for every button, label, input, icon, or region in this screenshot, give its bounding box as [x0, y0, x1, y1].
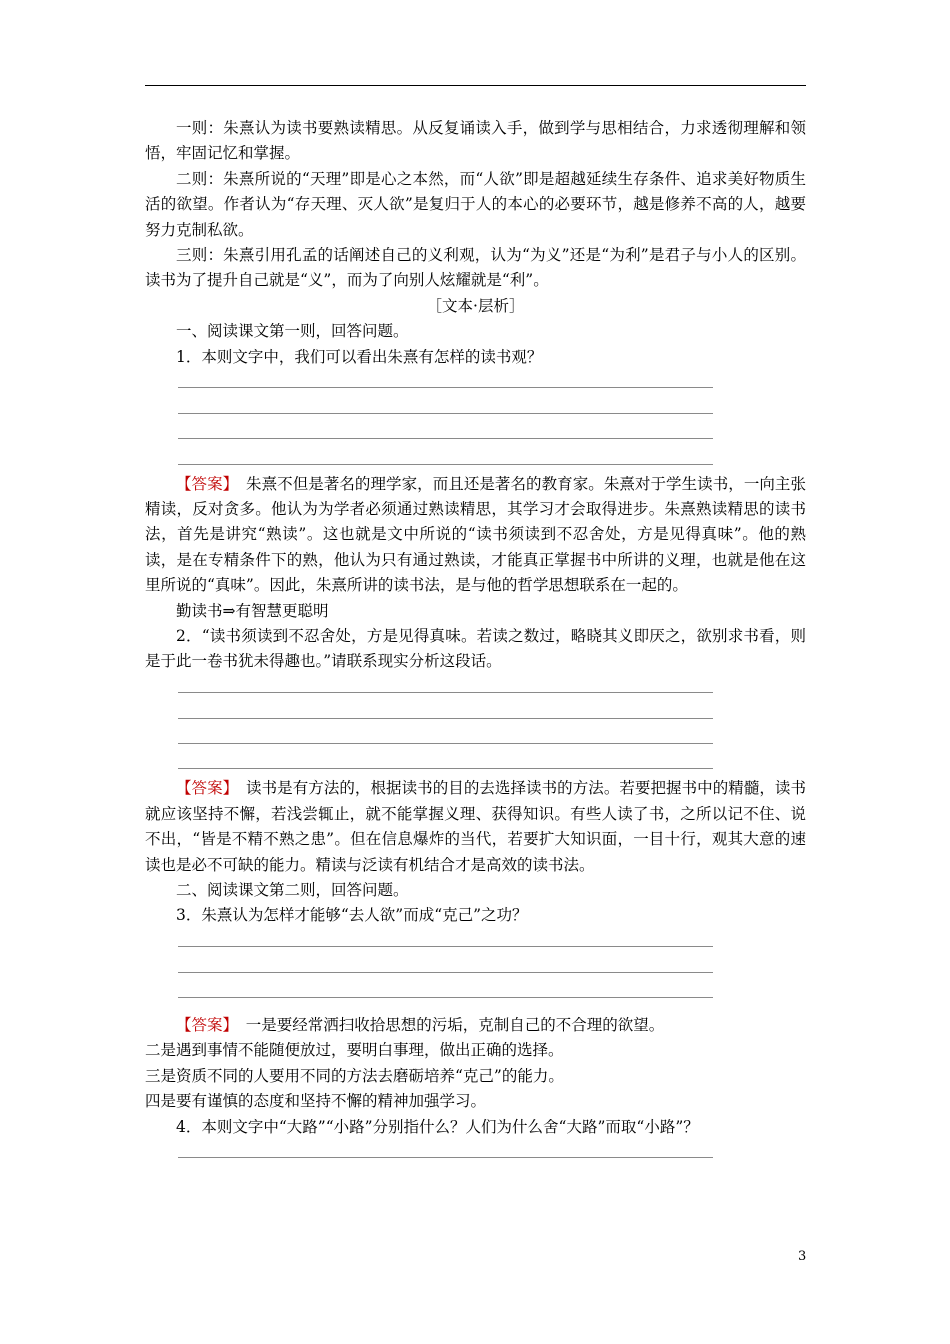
page-number: 3 — [798, 1249, 807, 1264]
question-1: 1．本则文字中，我们可以看出朱熹有怎样的读书观？ — [176, 347, 543, 366]
answer-blank-line[interactable] — [145, 675, 806, 700]
answer-2-text: 读书是有方法的，根据读书的目的去选择读书的方法。若要把握书中的精髓，读书就应该坚持不懈，若浅尝辄止，就不能掌握义理、获得知识。有些人读了书，之所以记不住、说不出，“皆是不精不熟之患”。但在信息爆炸的当代，若要扩大知识面，一目十行，观其大意的速读也是必不可缺的能力。精读与泛读有机结合才是高效的读书法。 — [145, 779, 806, 874]
answer-1 — [145, 472, 806, 599]
answer-2 — [145, 776, 806, 878]
answer-3-line-3: 三是资质不同的人要用不同的方法去磨砺培养“克己”的能力。 — [145, 1066, 564, 1085]
document-body — [145, 116, 806, 1165]
answer-blank-line[interactable] — [145, 929, 806, 954]
summary-paragraph-1: 一则：朱熹认为读书要熟读精思。从反复诵读入手，做到学与思相结合，力求透彻理解和领悟，牢固记忆和掌握。 — [145, 119, 806, 163]
answer-1-text: 朱熹不但是著名的理学家，而且还是著名的教育家。朱熹对于学生读书，一向主张精读，反对贪多。他认为为学者必须通过熟读精思，其学习才会取得进步。朱熹熟读精思的读书法，首先是讲究“熟读”。这也就是文中所说的“读书须读到不忍舍处，方是见得真味”。他的熟读，是在专精条件下的熟，他认为只有通过熟读，才能真正掌握书中所讲的义理，也就是他在这里所说的“真味”。因此，朱熹所讲的读书法，是与他的哲学思想联系在一起的。 — [145, 474, 806, 595]
answer-3-line-1 — [145, 1013, 806, 1038]
question-3: 3．朱熹认为怎样才能够“去人欲”而成“克己”之功？ — [176, 906, 528, 925]
answer-blank-line[interactable] — [145, 700, 806, 725]
answer-blank-line[interactable] — [145, 421, 806, 446]
answer-blank-line[interactable] — [145, 726, 806, 751]
answer-3-line-4: 四是要有谨慎的态度和坚持不懈的精神加强学习。 — [145, 1092, 487, 1111]
header-rule — [145, 85, 806, 86]
answer-blank-line[interactable] — [145, 370, 806, 395]
answer-3-text-1: 一是要经常洒扫收拾思想的污垢，克制自己的不合理的欲望。 — [230, 1016, 665, 1035]
answer-3-line-2: 二是遇到事情不能随便放过，要明白事理，做出正确的选择。 — [145, 1041, 564, 1060]
answer-label: 【答案】 — [176, 779, 231, 798]
part-2-title: 二、阅读课文第二则，回答问题。 — [176, 881, 409, 900]
answer-label: 【答案】 — [176, 474, 231, 493]
question-2: 2．“读书须读到不忍舍处，方是见得真味。若读之数过，略晓其义即厌之，欲别求书看，则是于此一卷书犹未得趣也。”请联系现实分析这段话。 — [145, 627, 806, 671]
summary-paragraph-2: 二则：朱熹所说的“天理”即是心之本然，而“人欲”即是超越延续生存条件、追求美好物质生活的欲望。作者认为“存天理、灭人欲”是复归于人的本心的必要环节，越是修养不高的人，越要努力克制私欲。 — [145, 169, 806, 239]
answer-blank-line[interactable] — [145, 954, 806, 979]
part-1-title: 一、阅读课文第一则，回答问题。 — [176, 322, 409, 341]
answer-blank-line[interactable] — [145, 1140, 806, 1165]
answer-blank-line[interactable] — [145, 446, 806, 471]
summary-paragraph-3: 三则：朱熹引用孔孟的话阐述自己的义利观，认为“为义”还是“为利”是君子与小人的区别。读书为了提升自己就是“义”，而为了向别人炫耀就是“利”。 — [145, 246, 806, 290]
question-4: 4．本则文字中“大路”“小路”分别指什么？人们为什么舍“大路”而取“小路”？ — [176, 1117, 699, 1136]
answer-1-note: 勤读书⇒有智慧更聪明 — [176, 601, 329, 620]
answer-label: 【答案】 — [176, 1016, 231, 1035]
section-heading: ［文本·层析］ — [426, 296, 525, 315]
answer-blank-line[interactable] — [145, 395, 806, 420]
answer-blank-line[interactable] — [145, 751, 806, 776]
answer-blank-line[interactable] — [145, 980, 806, 1005]
